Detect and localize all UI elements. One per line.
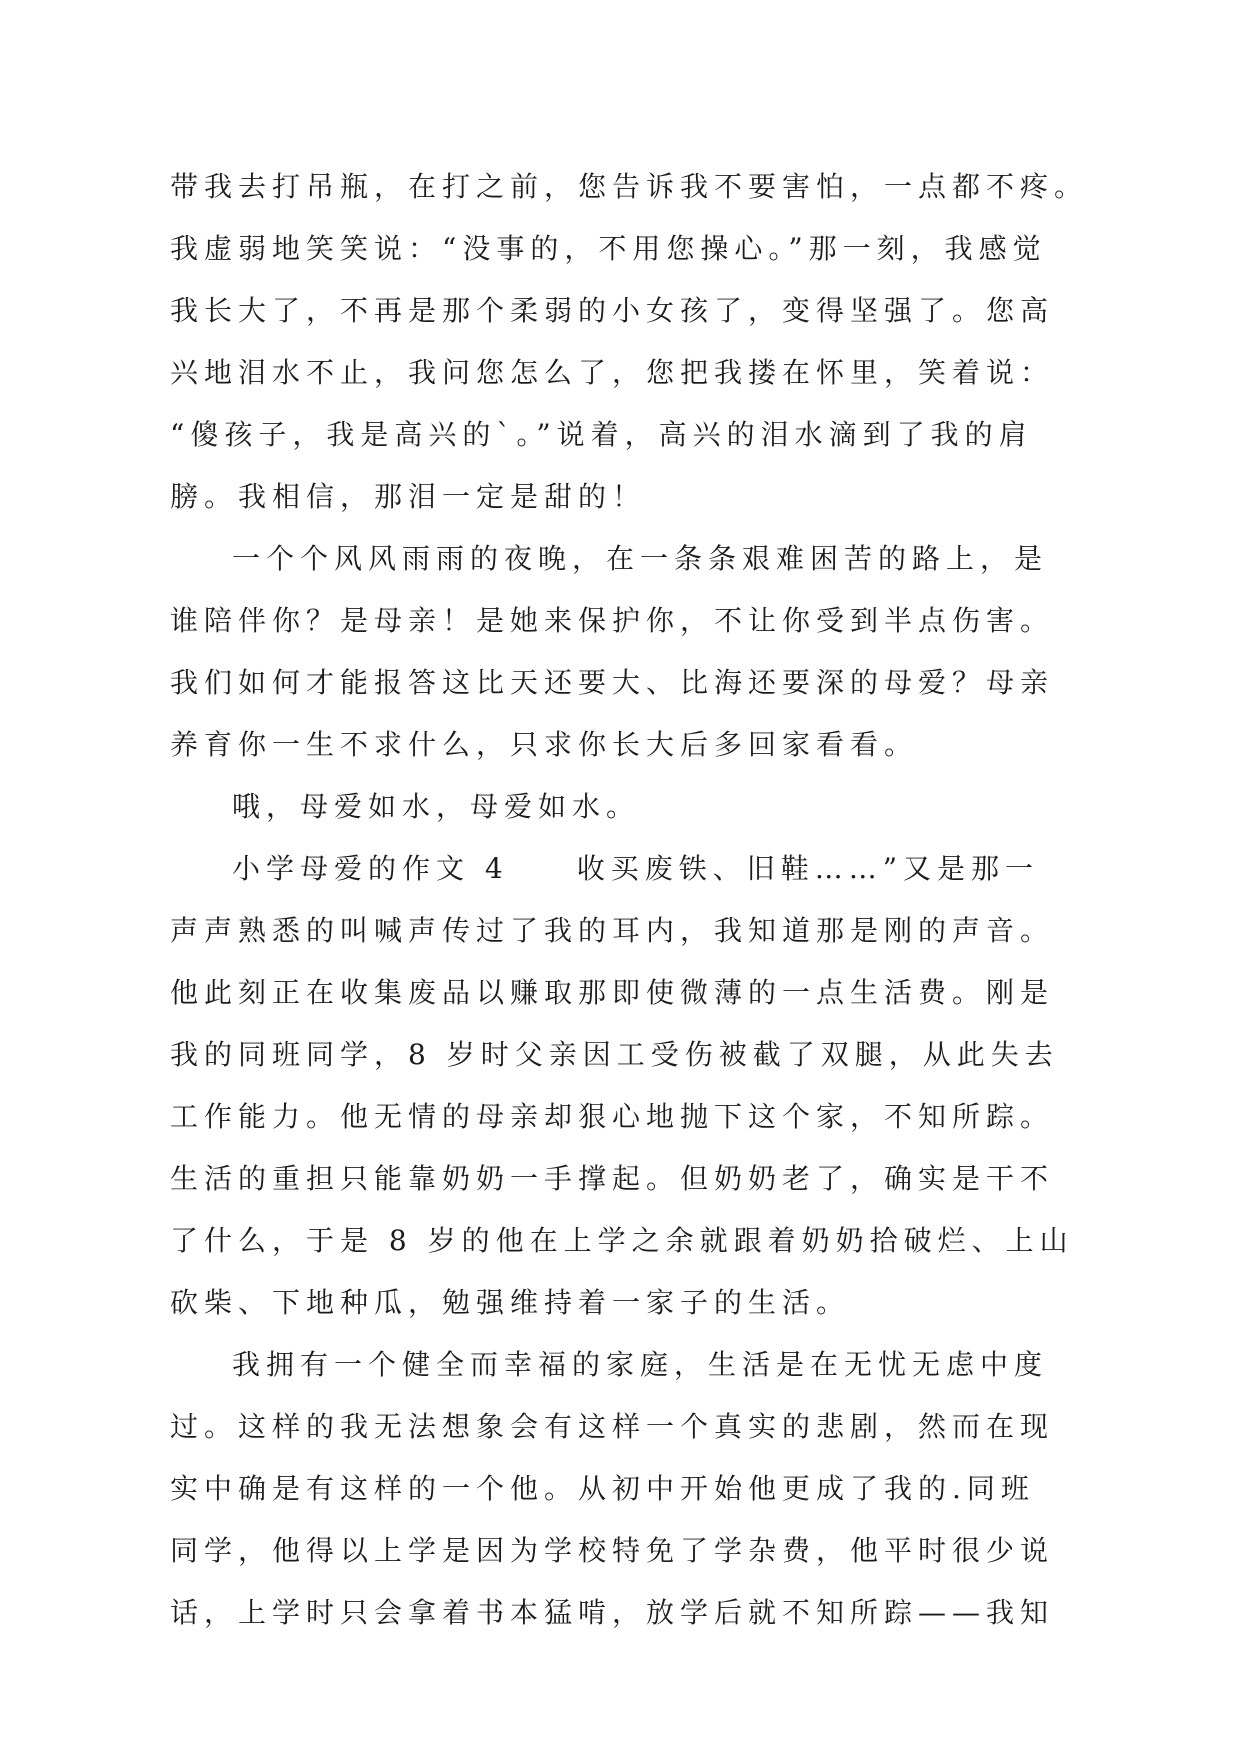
text-line: “傻孩子，我是高兴的`。”说着，高兴的泪水滴到了我的肩 xyxy=(170,418,1033,451)
text-line: 实中确是有这样的一个他。从初中开始他更成了我的.同班 xyxy=(170,1472,1035,1505)
text-line: 我虚弱地笑笑说：“没事的，不用您操心。”那一刻，我感觉 xyxy=(170,232,1047,265)
text-line: 我的同班同学，8 岁时父亲因工受伤被截了双腿，从此失去 xyxy=(170,1038,1059,1071)
text-line: 谁陪伴你？是母亲！是她来保护你，不让你受到半点伤害。 xyxy=(170,604,1055,637)
paragraph xyxy=(170,838,1121,1334)
text-line: 了什么，于是 8 岁的他在上学之余就跟着奶奶拾破烂、上山 xyxy=(170,1224,1074,1257)
text-line: 哦，母爱如水，母爱如水。 xyxy=(232,790,641,823)
text-line: 养育你一生不求什么，只求你长大后多回家看看。 xyxy=(170,728,919,761)
text-line: 工作能力。他无情的母亲却狠心地抛下这个家，不知所踪。 xyxy=(170,1100,1055,1133)
paragraph xyxy=(170,1334,1121,1644)
text-line: 带我去打吊瓶，在打之前，您告诉我不要害怕，一点都不疼。 xyxy=(170,170,1089,203)
text-line: 我长大了，不再是那个柔弱的小女孩了，变得坚强了。您高 xyxy=(170,294,1055,327)
text-line: 声声熟悉的叫喊声传过了我的耳内，我知道那是刚的声音。 xyxy=(170,914,1055,947)
text-line: 同学，他得以上学是因为学校特免了学杂费，他平时很少说 xyxy=(170,1534,1055,1567)
text-line: 生活的重担只能靠奶奶一手撑起。但奶奶老了，确实是干不 xyxy=(170,1162,1055,1195)
text-line: 他此刻正在收集废品以赚取那即使微薄的一点生活费。刚是 xyxy=(170,976,1055,1009)
text-line: 我拥有一个健全而幸福的家庭，生活是在无忧无虑中度 xyxy=(232,1348,1049,1381)
text-line: 兴地泪水不止，我问您怎么了，您把我搂在怀里，笑着说： xyxy=(170,356,1055,389)
text-line: 过。这样的我无法想象会有这样一个真实的悲剧，然而在现 xyxy=(170,1410,1055,1443)
text-line: 话，上学时只会拿着书本猛啃，放学后就不知所踪——我知 xyxy=(170,1596,1055,1629)
text-line: 小学母爱的作文 4 收买废铁、旧鞋……”又是那一 xyxy=(232,852,1040,885)
text-line: 一个个风风雨雨的夜晚，在一条条艰难困苦的路上，是 xyxy=(232,542,1049,575)
paragraph-continued xyxy=(170,156,1121,528)
paragraph xyxy=(170,528,1121,776)
text-line: 砍柴、下地种瓜，勉强维持着一家子的生活。 xyxy=(170,1286,851,1319)
text-line: 膀。我相信，那泪一定是甜的！ xyxy=(170,480,647,513)
text-line: 我们如何才能报答这比天还要大、比海还要深的母爱？母亲 xyxy=(170,666,1055,699)
paragraph xyxy=(170,776,1121,838)
